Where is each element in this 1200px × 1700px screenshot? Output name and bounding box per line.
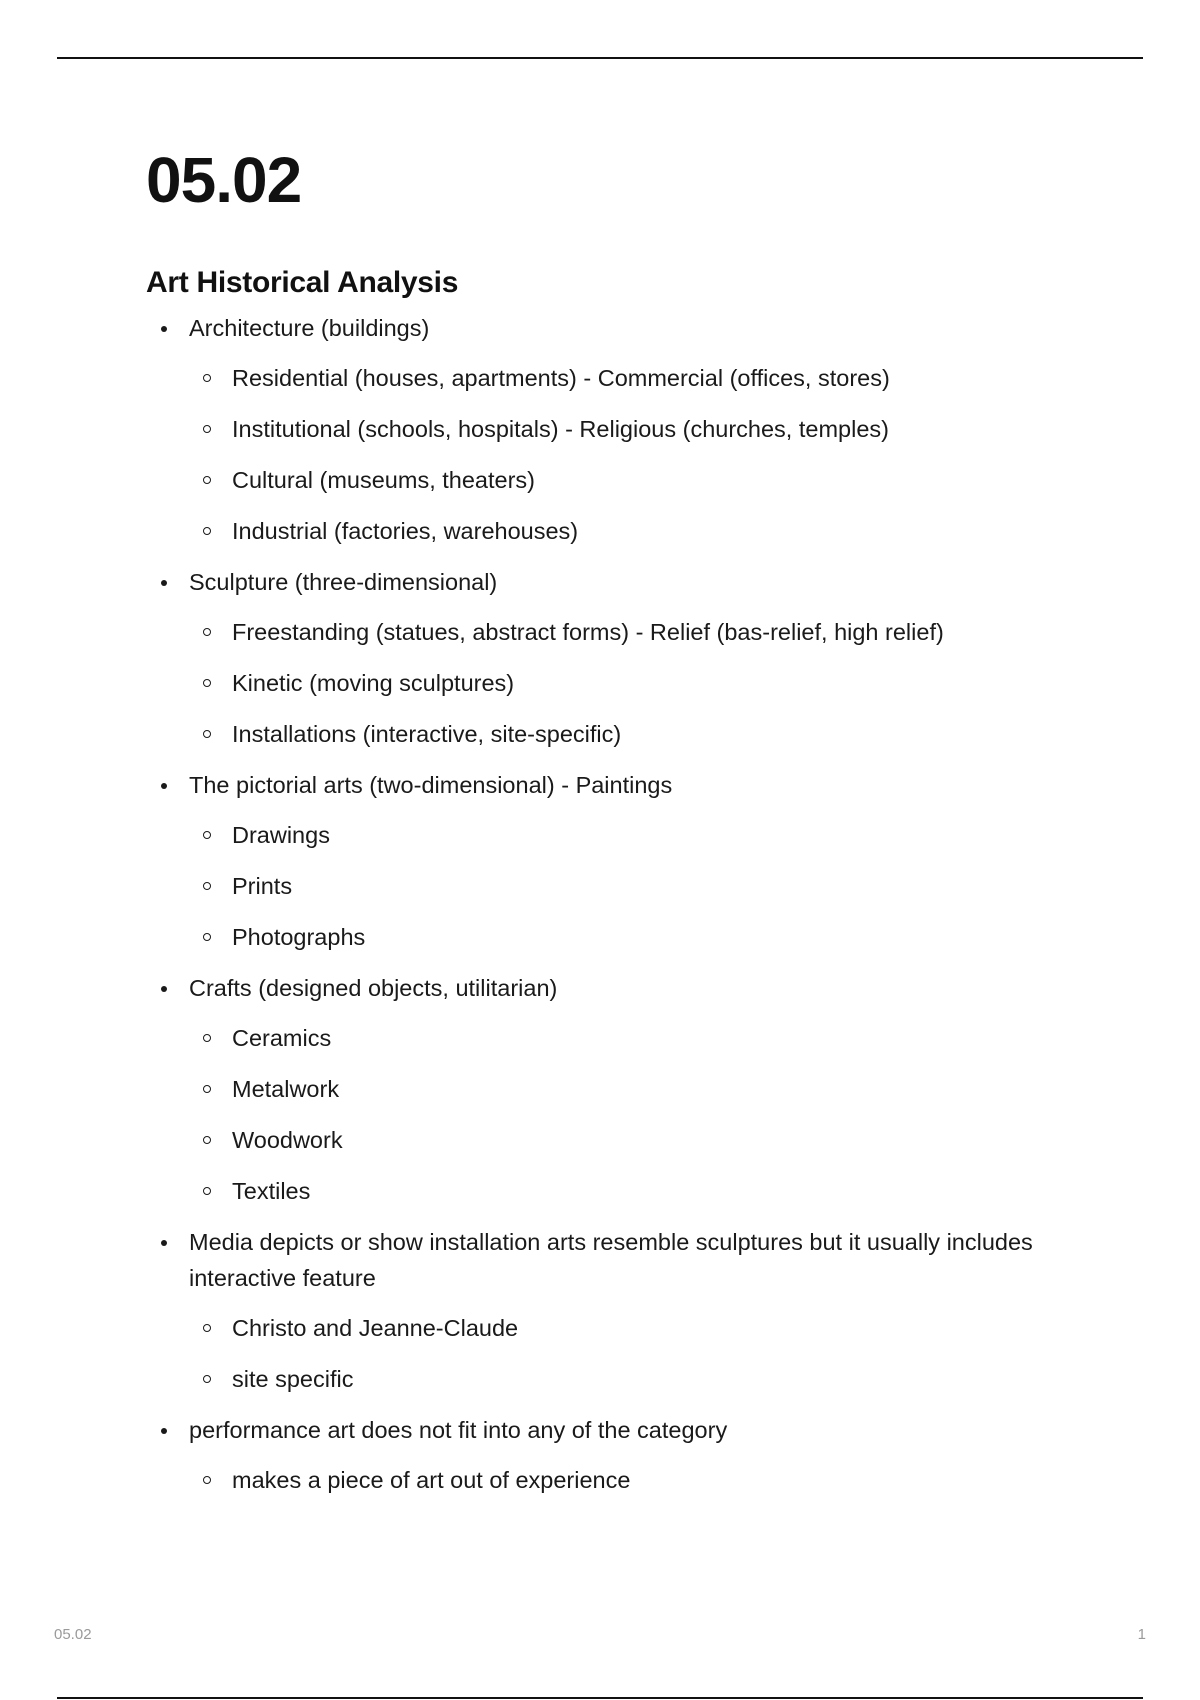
list-item-label: The pictorial arts (two-dimensional) - Paintings [189,772,673,798]
sub-list-item-label: Christo and Jeanne-Claude [232,1315,519,1341]
bullet-icon [161,326,167,332]
sub-list-item [189,614,1046,650]
top-divider [57,57,1143,59]
bullet-icon [161,783,167,789]
sub-list-item [189,1122,1046,1158]
sub-list [189,614,1046,752]
sub-list-item [189,665,1046,701]
hollow-bullet-icon [203,628,211,636]
sub-list-item-label: Textiles [232,1178,311,1204]
list-item [146,970,1046,1209]
sub-list-item [189,1020,1046,1056]
page-title: 05.02 [146,144,302,216]
hollow-bullet-icon [203,1085,211,1093]
document-body [146,140,1046,1513]
hollow-bullet-icon [203,527,211,535]
list-item-label: Sculpture (three-dimensional) [189,569,498,595]
list-item [146,767,1046,955]
sub-list-item [189,1310,1046,1346]
hollow-bullet-icon [203,730,211,738]
hollow-bullet-icon [203,1476,211,1484]
bullet-icon [161,1240,167,1246]
footer-page-number: 1 [1137,1626,1146,1643]
list-item-label: Architecture (buildings) [189,315,430,341]
sub-list-item-label: site specific [232,1366,354,1392]
hollow-bullet-icon [203,1136,211,1144]
sub-list-item [189,1462,1046,1498]
list-item [146,1412,1046,1498]
sub-list-item [189,360,1046,396]
sub-list [189,1310,1046,1397]
hollow-bullet-icon [203,374,211,382]
list-item [146,1224,1046,1397]
hollow-bullet-icon [203,933,211,941]
sub-list-item-label: makes a piece of art out of experience [232,1467,631,1493]
sub-list [189,1020,1046,1209]
section-heading: Art Historical Analysis [146,266,459,299]
bullet-list [146,310,1046,1498]
hollow-bullet-icon [203,1375,211,1383]
list-item [146,310,1046,549]
hollow-bullet-icon [203,882,211,890]
bullet-icon [161,1428,167,1434]
list-item-label: performance art does not fit into any of the category [189,1417,728,1443]
sub-list-item-label: Industrial (factories, warehouses) [232,518,579,544]
footer-document-title: 05.02 [54,1626,92,1643]
hollow-bullet-icon [203,1034,211,1042]
sub-list-item-label: Kinetic (moving sculptures) [232,670,515,696]
sub-list-item [189,1361,1046,1397]
hollow-bullet-icon [203,476,211,484]
sub-list-item-label: Freestanding (statues, abstract forms) - Relief (bas-relief, high relief) [232,619,944,645]
hollow-bullet-icon [203,679,211,687]
sub-list-item-label: Woodwork [232,1127,343,1153]
sub-list-item [189,1071,1046,1107]
bullet-icon [161,580,167,586]
sub-list-item [189,411,1046,447]
sub-list-item [189,817,1046,853]
sub-list-item [189,868,1046,904]
hollow-bullet-icon [203,425,211,433]
list-item-label: Media depicts or show installation arts resemble sculptures but it usually includes interactive feature [189,1229,1033,1291]
sub-list-item [189,716,1046,752]
bottom-divider [57,1697,1143,1699]
sub-list-item-label: Photographs [232,924,366,950]
sub-list-item-label: Cultural (museums, theaters) [232,467,535,493]
sub-list-item-label: Residential (houses, apartments) - Commercial (offices, stores) [232,365,890,391]
list-item-label: Crafts (designed objects, utilitarian) [189,975,558,1001]
sub-list [189,1462,1046,1498]
sub-list-item-label: Ceramics [232,1025,332,1051]
hollow-bullet-icon [203,1187,211,1195]
sub-list-item [189,513,1046,549]
sub-list-item-label: Drawings [232,822,330,848]
sub-list [189,360,1046,549]
sub-list-item [189,919,1046,955]
sub-list-item [189,1173,1046,1209]
sub-list-item-label: Installations (interactive, site-specific) [232,721,622,747]
sub-list-item-label: Prints [232,873,293,899]
hollow-bullet-icon [203,1324,211,1332]
list-item [146,564,1046,752]
sub-list-item [189,462,1046,498]
sub-list-item-label: Metalwork [232,1076,340,1102]
hollow-bullet-icon [203,831,211,839]
sub-list-item-label: Institutional (schools, hospitals) - Religious (churches, temples) [232,416,889,442]
sub-list [189,817,1046,955]
bullet-icon [161,986,167,992]
